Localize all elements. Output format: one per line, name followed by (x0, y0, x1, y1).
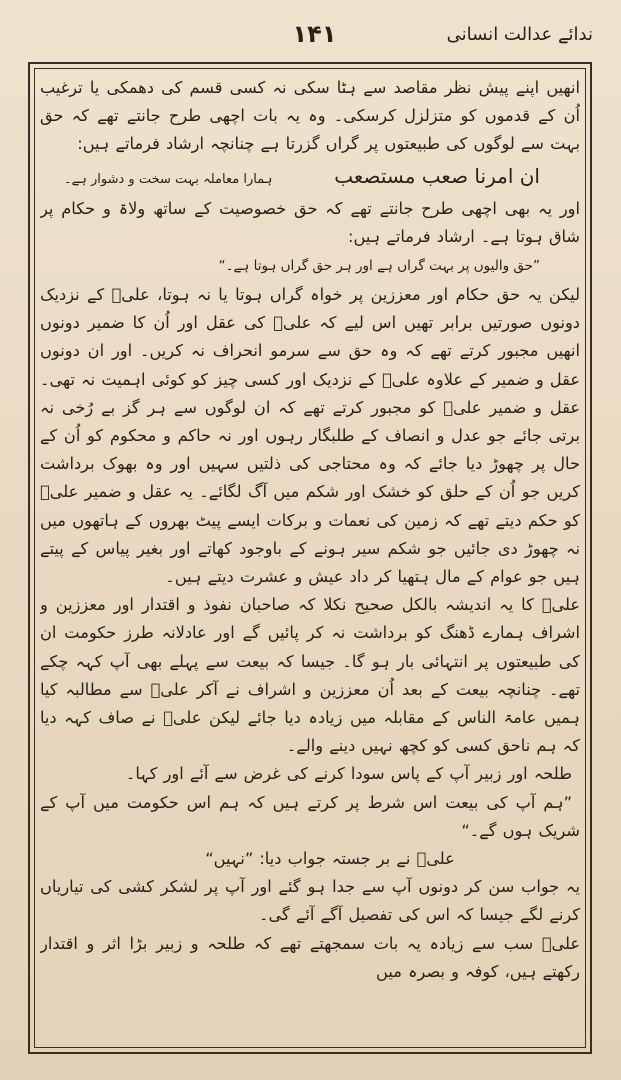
arabic-quote-text: ان امرنا صعب مستصعب (334, 163, 540, 188)
paragraph-3: لیکن یہ حق حکام اور معززین پر خواہ گراں ہوتا یا نہ ہوتا، علیؑ کے نزدیک دونوں صورتیں برابر تھیں اس لیے کہ علیؑ کی عقل اور اُن کا ضمیر دونوں انھیں مجبور کرتے تھے کہ وہ حق سے سرمو انحراف نہ کریں۔ اور ان دونوں عقل و ضمیر کے علاوہ علیؑ کے نزدیک اور کسی چیز کو کوئی اہمیت نہ تھی۔ عقل و ضمیر علیؑ کو مجبور کرتے تھے کہ ان لوگوں سے ہر گز بے رُخی نہ برتی جائے جو عدل و انصاف کے طلبگار رہوں اور نہ حاکم و محکوم کو اُن کے حال پر چھوڑ دیا جائے کہ وہ محتاجی کی ذلتیں سہیں اور وہ بھوک برداشت کریں جو اُن کے حلق کو خشک اور شکم میں آگ لگائے۔ یہ عقل و ضمیر علیؑ کو حکم دیتے تھے کہ زمین کی نعمات و برکات ایسے پیٹ بھروں کے ہاتھوں میں نہ چھوڑ دی جائیں جو شکم سیر ہونے کے باوجود کھاتے اور بغیر پیاس کے پیتے ہیں جو عوام کے مال ہتھیا کر داد عیش و عشرت دیتے ہیں۔ (40, 285, 580, 587)
paragraph-4: علیؑ کا یہ اندیشہ بالکل صحیح نکلا کہ صاحبان نفوذ و اقتدار اور معززین و اشراف ہمارے ڈھنگ کو برداشت نہ کر پائیں گے اور عادلانہ طرز حکومت ان کی طبیعتوں پر انتہائی بار ہو گا۔ جیسا کہ بیعت سے پہلے بھی آپ کہہ چکے تھے۔ چنانچہ بیعت کے بعد اُن معززین و اشراف نے آکر علیؑ سے مطالبہ کیا ہمیں عامۃ الناس کے مقابلہ میں زیادہ دیا جائے لیکن علیؑ نے صاف کہہ دیا کہ ہم ناحق کسی کو کچھ نہیں دینے والے۔ (40, 595, 580, 756)
arabic-quote (40, 161, 580, 195)
arabic-quote-translation: ہمارا معاملہ بہت سخت و دشوار ہے۔ (64, 171, 273, 187)
talha-zubair-quote: ”ہم آپ کی بیعت اس شرط پر کرتے ہیں کہ ہم اس حکومت میں آپ کے شریک ہوں گے۔“ (40, 792, 580, 840)
saying-rulers: ”حق والیوں پر بہت گراں ہے اور ہر حق گراں ہوتا ہے۔“ (218, 258, 540, 275)
paragraph-1: انھیں اپنے پیش نظر مقاصد سے ہٹا سکی نہ کسی قسم کی دھمکی یا ترغیب اُن کے قدموں کو متزلزل کرسکی۔ وہ یہ بات اچھی طرح جانتے تھے کہ حق بہت سے لوگوں کی طبیعتوں پر گراں گزرتا ہے چنانچہ ارشاد فرماتے ہیں: (40, 78, 580, 154)
paragraph-8: علیؑ سب سے زیادہ یہ بات سمجھتے تھے کہ طلحہ و زبیر بڑا اثر و اقتدار رکھتے ہیں، کوفہ و بصرہ میں (40, 933, 580, 981)
page-header (30, 14, 599, 54)
paragraph-2: اور یہ بھی اچھی طرح جانتے تھے کہ حق خصوصیت کے ساتھ ولاۃ و حکام پر شاق ہوتا ہے۔ ارشاد فرماتے ہیں: (40, 198, 580, 246)
paragraph-7: یہ جواب سن کر دونوں آپ سے جدا ہو گئے اور آپ پر لشکر کشی کی تیاریاں کرنے لگے جیسا کہ اس کی تفصیل آگے آئے گی۔ (40, 877, 580, 925)
paragraph-5: طلحہ اور زبیر آپ کے پاس سودا کرنے کی غرض سے آئے اور کہا۔ (125, 764, 572, 784)
paragraph-6: علیؑ نے بر جستہ جواب دیا: ”نہیں“ (205, 849, 455, 869)
running-title: ندائے عدالت انسانی (446, 24, 593, 45)
page-number: ۱۴۱ (292, 20, 337, 48)
page-body (40, 74, 580, 1044)
